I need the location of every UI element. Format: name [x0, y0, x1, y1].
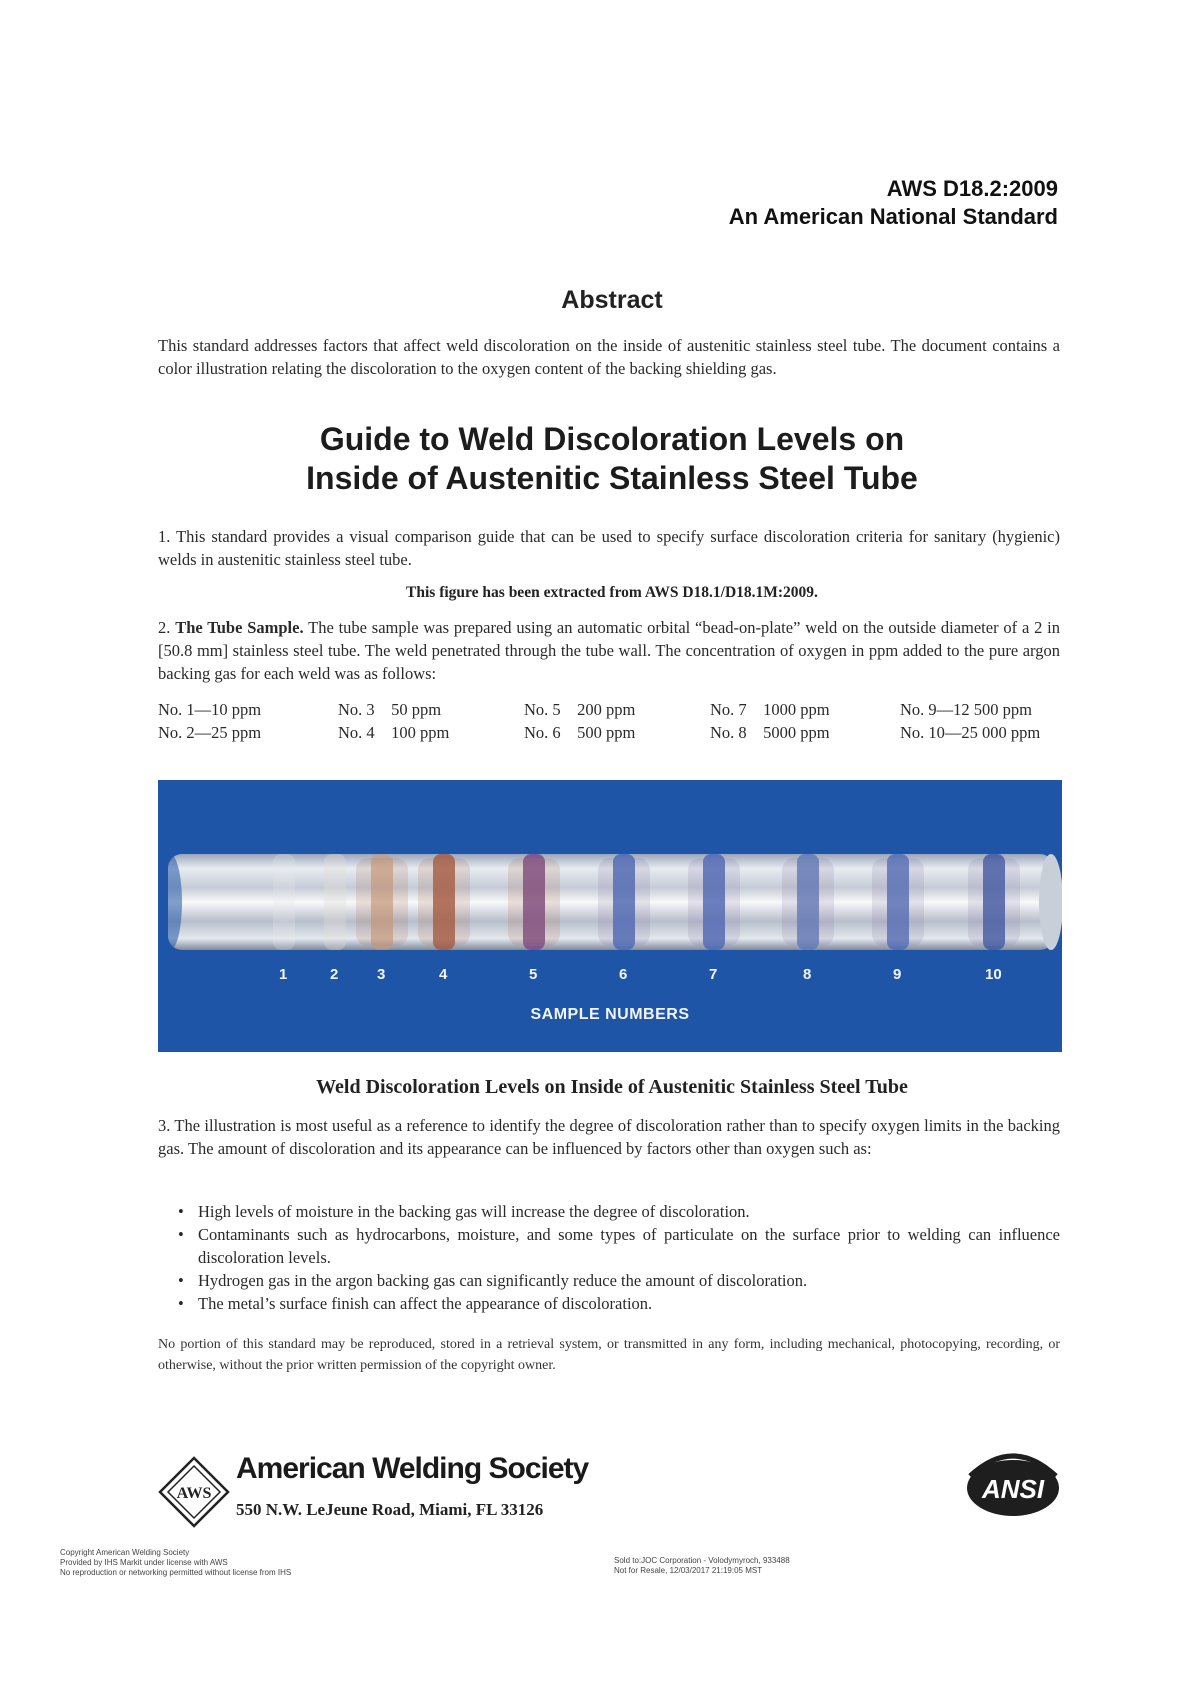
list-item: • High levels of moisture in the backing gas will increase the degree of discoloration.: [178, 1200, 1060, 1223]
sample-number-label: 4: [439, 966, 448, 983]
ppm-column-1: [158, 698, 261, 744]
section-2-number: 2.: [158, 618, 176, 637]
ppm-column-2: [338, 698, 449, 744]
figure-title: Weld Discoloration Levels on Inside of Austenitic Stainless Steel Tube: [316, 1076, 908, 1098]
main-title: [12, 420, 1200, 498]
society-name: American Welding Society: [236, 1452, 589, 1485]
ppm-entry: No. 10—25 000 ppm: [900, 723, 1041, 742]
heat-tint-zone: [872, 858, 924, 946]
footer-line: No reproduction or networking permitted without license from IHS: [60, 1568, 292, 1577]
main-title-line1: Guide to Weld Discoloration Levels on: [319, 421, 905, 457]
ppm-column-5: [900, 698, 1040, 744]
ppm-entry: No. 3 50 ppm: [338, 700, 442, 719]
footer-line: Not for Resale, 12/03/2017 21:19:05 MST: [614, 1566, 763, 1575]
heat-tint-zone: [968, 858, 1020, 946]
section-1: 1. This standard provides a visual comparison guide that can be used to specify surface discoloration criteria for sanitary (hygienic) welds in austenitic stainless steel tube.: [158, 527, 1060, 569]
standard-id: AWS D18.2:2009: [886, 176, 1058, 201]
tube-right-end: [1039, 854, 1062, 950]
weld-band: [324, 854, 346, 950]
heat-tint-zone: [598, 858, 650, 946]
footer-line: Provided by IHS Markit under license with AWS: [60, 1558, 228, 1567]
section-3: 3. The illustration is most useful as a reference to identify the degree of discoloration rather than to specify oxygen limits in the backing gas. The amount of discoloration and its appearance can be influenced by factors other than oxygen such as:: [158, 1116, 1060, 1158]
list-item: • The metal’s surface finish can affect the appearance of discoloration.: [178, 1292, 1060, 1315]
footer-line: Sold to:JOC Corporation - Volodymyroch, 933488: [614, 1556, 790, 1565]
heat-tint-zone: [418, 858, 470, 946]
sample-number-label: 1: [279, 966, 288, 983]
weld-band: [273, 854, 295, 950]
standard-type: An American National Standard: [728, 204, 1058, 229]
ppm-entry: No. 5 200 ppm: [524, 700, 636, 719]
heat-tint-zone: [508, 858, 560, 946]
extract-note: This figure has been extracted from AWS D18.1/D18.1M:2009.: [406, 584, 818, 601]
society-address: 550 N.W. LeJeune Road, Miami, FL 33126: [236, 1500, 544, 1519]
list-item: • Contaminants such as hydrocarbons, moisture, and some types of particulate on the surface prior to welding can influence discoloration levels.: [178, 1223, 1060, 1269]
footer-line: Copyright American Welding Society: [60, 1548, 190, 1557]
abstract-title: Abstract: [561, 286, 663, 314]
section-2-text: The tube sample was prepared using an automatic orbital “bead-on-plate” weld on the outside diameter of a 2 in [50.8 mm] stainless steel tube. The weld penetrated through the tube wall. The concentration of oxygen in ppm added to the pure argon backing gas for each weld was as follows:: [158, 618, 1060, 683]
ppm-entry: No. 1—10 ppm: [158, 700, 262, 719]
ppm-entry: No. 2—25 ppm: [158, 723, 262, 742]
heat-tint-zone: [688, 858, 740, 946]
sample-number-label: 6: [619, 966, 628, 983]
ansi-logo: [958, 1442, 1068, 1522]
abstract-text: This standard addresses factors that affect weld discoloration on the inside of austenitic stainless steel tube. The document contains a color illustration relating the discoloration to the oxygen content of the backing shielding gas.: [158, 336, 1060, 378]
sample-number-label: 3: [377, 966, 386, 983]
footer-left: [60, 1548, 291, 1578]
sample-number-label: 9: [893, 966, 902, 983]
section-2: [158, 616, 1060, 685]
ppm-entry: No. 6 500 ppm: [524, 723, 636, 742]
sample-numbers-caption: SAMPLE NUMBERS: [530, 1006, 690, 1023]
sample-number-label: 2: [330, 966, 339, 983]
main-title-line2: Inside of Austenitic Stainless Steel Tube: [306, 460, 918, 496]
tube-photo: [158, 780, 1062, 1052]
ppm-entry: No. 8 5000 ppm: [710, 723, 830, 742]
ansi-logo-text: ANSI: [981, 1474, 1045, 1504]
aws-logo: [158, 1456, 230, 1528]
tube-left-end: [158, 854, 182, 950]
ppm-column-3: [524, 698, 635, 744]
sample-number-label: 10: [985, 966, 1002, 983]
footer-right: [614, 1556, 790, 1576]
ppm-entry: No. 9—12 500 ppm: [900, 700, 1032, 719]
list-item: • Hydrogen gas in the argon backing gas can significantly reduce the amount of discoloration.: [178, 1269, 1060, 1292]
ppm-entry: No. 7 1000 ppm: [710, 700, 830, 719]
sample-number-label: 7: [709, 966, 718, 983]
influence-factors-list: [178, 1200, 1060, 1315]
heat-tint-zone: [782, 858, 834, 946]
ppm-column-4: [710, 698, 830, 744]
sample-number-label: 8: [803, 966, 812, 983]
ppm-entry: No. 4 100 ppm: [338, 723, 450, 742]
sample-number-label: 5: [529, 966, 538, 983]
heat-tint-zone: [356, 858, 408, 946]
aws-logo-text: AWS: [176, 1485, 212, 1502]
copyright-notice: No portion of this standard may be reproduced, stored in a retrieval system, or transmitted in any form, including mechanical, photocopying, recording, or otherwise, without the prior written permission of the copyright owner.: [158, 1337, 1060, 1373]
section-2-title: The Tube Sample.: [175, 618, 304, 637]
